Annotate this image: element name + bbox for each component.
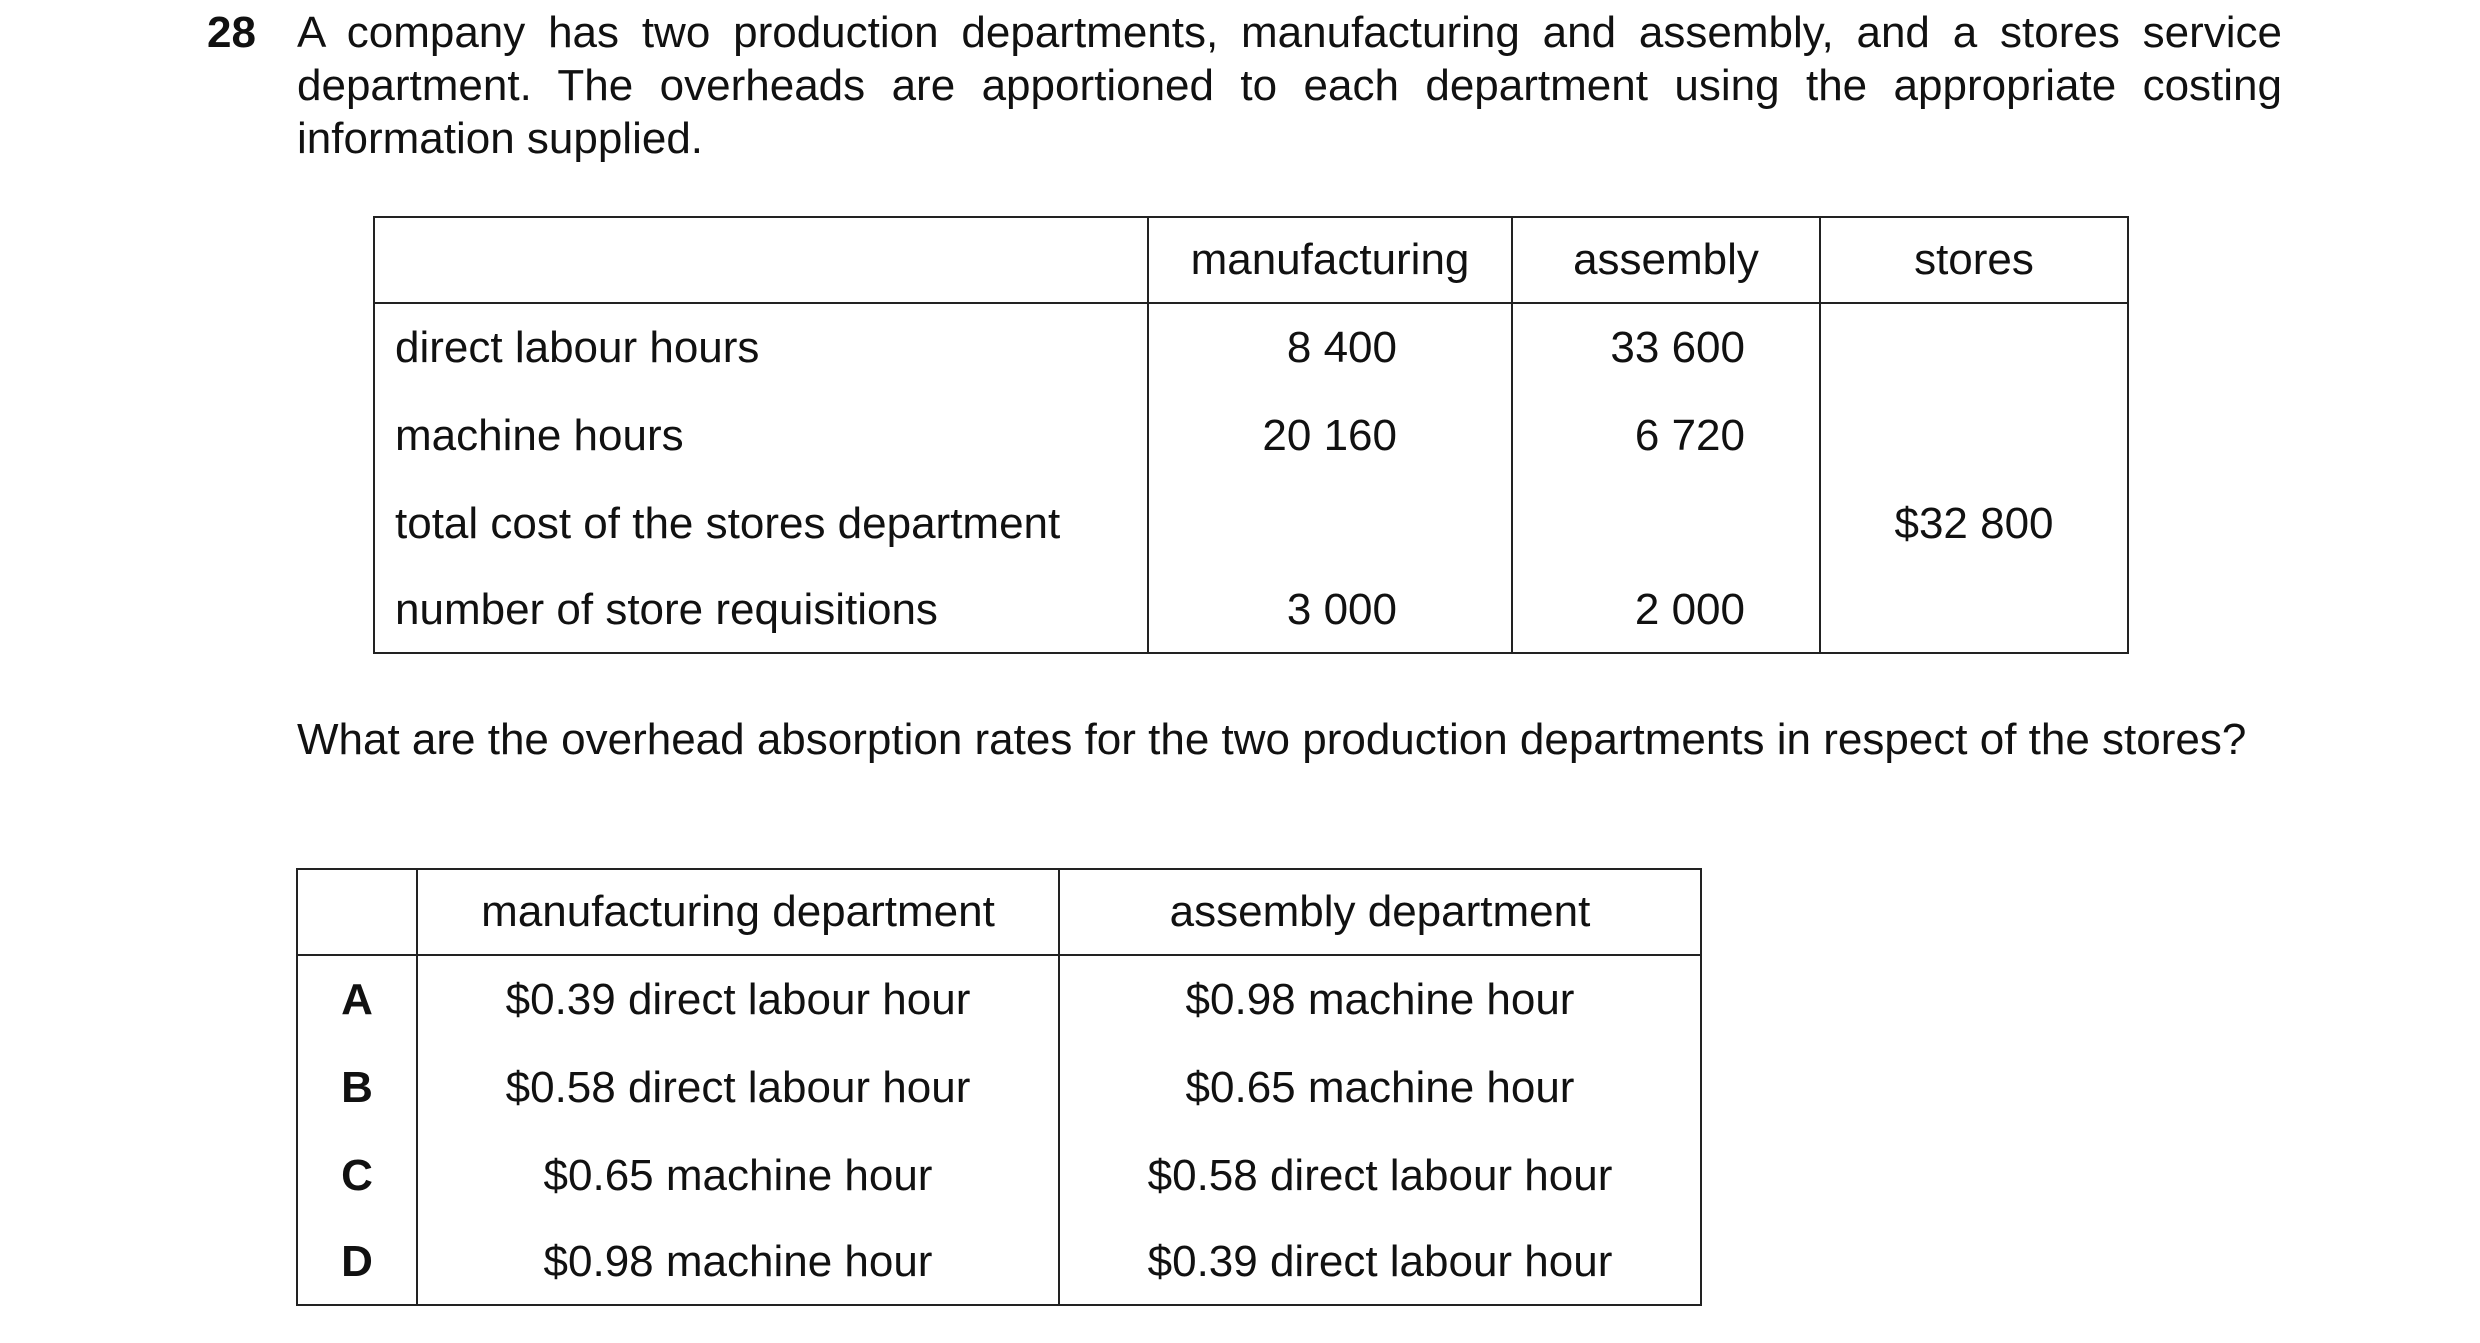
header-empty-cell — [374, 217, 1148, 303]
table-row — [374, 392, 2128, 480]
table-row — [374, 568, 2128, 653]
option-assembly-rate: $0.65 machine hour — [1059, 1044, 1701, 1132]
table-row — [374, 480, 2128, 568]
table-row — [374, 303, 2128, 392]
option-letter: D — [297, 1220, 417, 1305]
table-header-row — [374, 217, 2128, 303]
question-prompt: What are the overhead absorption rates for the two production departments in respect of the stores? — [297, 715, 2247, 764]
manufacturing-value — [1148, 480, 1512, 568]
header-empty-cell — [297, 869, 417, 955]
option-letter: B — [297, 1044, 417, 1132]
assembly-value — [1512, 480, 1820, 568]
option-assembly-rate: $0.39 direct labour hour — [1059, 1220, 1701, 1305]
option-letter: A — [297, 955, 417, 1044]
assembly-value: 33 600 — [1512, 303, 1820, 392]
row-label: number of store requisitions — [374, 568, 1148, 653]
stores-value — [1820, 568, 2128, 653]
option-manufacturing-rate: $0.39 direct labour hour — [417, 955, 1059, 1044]
row-label: total cost of the stores department — [374, 480, 1148, 568]
stores-value — [1820, 303, 2128, 392]
assembly-value: 6 720 — [1512, 392, 1820, 480]
option-manufacturing-rate: $0.98 machine hour — [417, 1220, 1059, 1305]
manufacturing-value: 8 400 — [1148, 303, 1512, 392]
stores-value: $32 800 — [1820, 480, 2128, 568]
option-assembly-rate: $0.58 direct labour hour — [1059, 1132, 1701, 1220]
row-label: machine hours — [374, 392, 1148, 480]
answer-option-b[interactable] — [297, 1044, 1701, 1132]
question-number: 28 — [207, 8, 256, 57]
header-assembly-department: assembly department — [1059, 869, 1701, 955]
answer-options-table — [296, 868, 1702, 1306]
option-manufacturing-rate: $0.58 direct labour hour — [417, 1044, 1059, 1132]
answer-option-c[interactable] — [297, 1132, 1701, 1220]
option-letter: C — [297, 1132, 417, 1220]
header-assembly: assembly — [1512, 217, 1820, 303]
header-manufacturing-department: manufacturing department — [417, 869, 1059, 955]
table-header-row — [297, 869, 1701, 955]
assembly-value: 2 000 — [1512, 568, 1820, 653]
header-stores: stores — [1820, 217, 2128, 303]
header-manufacturing: manufacturing — [1148, 217, 1512, 303]
manufacturing-value: 20 160 — [1148, 392, 1512, 480]
answer-option-d[interactable] — [297, 1220, 1701, 1305]
option-assembly-rate: $0.98 machine hour — [1059, 955, 1701, 1044]
answer-option-a[interactable] — [297, 955, 1701, 1044]
stores-value — [1820, 392, 2128, 480]
manufacturing-value: 3 000 — [1148, 568, 1512, 653]
row-label: direct labour hours — [374, 303, 1148, 392]
option-manufacturing-rate: $0.65 machine hour — [417, 1132, 1059, 1220]
cost-information-table — [373, 216, 2129, 654]
question-stem: A company has two production departments, manufacturing and assembly, and a stores service department. The overheads are apportioned to each department using the appropriate costing information supplied. — [297, 8, 2282, 163]
